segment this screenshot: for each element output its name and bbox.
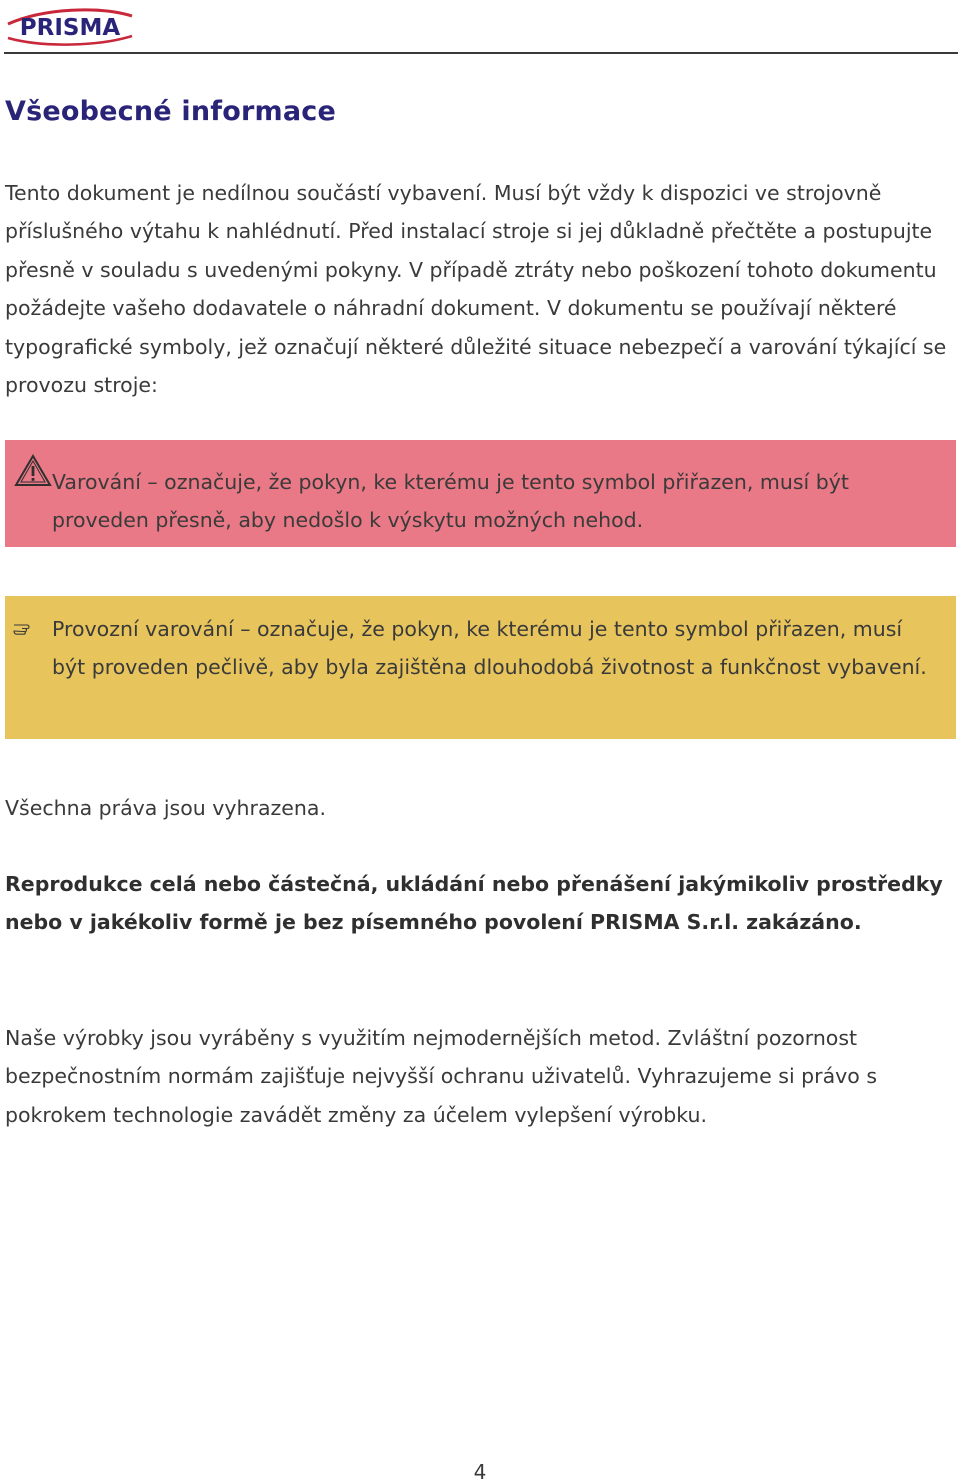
pointing-hand-icon — [13, 621, 35, 637]
page-header — [0, 0, 960, 56]
operational-note-text: Provozní varování – označuje, že pokyn, ke kterému je tento symbol přiřazen, musí být proveden pečlivě, aby byla zajištěna dlouhodobá životnost a funkčnost vybavení. — [52, 617, 927, 680]
warning-callout — [5, 440, 956, 547]
rights-reserved-text: Všechna práva jsou vyhrazena. — [5, 796, 326, 820]
warning-triangle-icon — [14, 454, 52, 488]
intro-paragraph: Tento dokument je nedílnou součástí vybavení. Musí být vždy k dispozici ve strojovně příslušného výtahu k nahlédnutí. Před instalací stroje si jej důkladně přečtěte a postupujte přesně v souladu s uvedenými pokyny. V případě ztráty nebo poškození tohoto dokumentu požádejte vašeho dodavatele o náhradní dokument. V dokumentu se používají některé typografické symboly, jež označují některé důležité situace nebezpečí a varování týkající se provozu stroje: — [5, 181, 947, 398]
logo-text: PRISMA — [19, 15, 121, 41]
operational-note-callout — [5, 596, 956, 739]
copyright-notice: Reprodukce celá nebo částečná, ukládání nebo přenášení jakýmikoliv prostředky nebo v jakékoliv formě je bez písemného povolení PRISMA S.r.l. zakázáno. — [5, 872, 943, 935]
prisma-logo — [4, 2, 136, 48]
page-number: 4 — [473, 1460, 487, 1484]
warning-text: Varování – označuje, že pokyn, ke kterému je tento symbol přiřazen, musí být proveden přesně, aby nedošlo k výskytu možných nehod. — [52, 470, 849, 533]
page-title: Všeobecné informace — [5, 96, 336, 127]
header-divider — [4, 52, 958, 54]
products-paragraph: Naše výrobky jsou vyráběny s využitím nejmodernějších metod. Zvláštní pozornost bezpečnostním normám zajišťuje nejvyšší ochranu uživatelů. Vyhrazujeme si právo s pokrokem technologie zavádět změny za účelem vylepšení výrobku. — [5, 1026, 878, 1127]
